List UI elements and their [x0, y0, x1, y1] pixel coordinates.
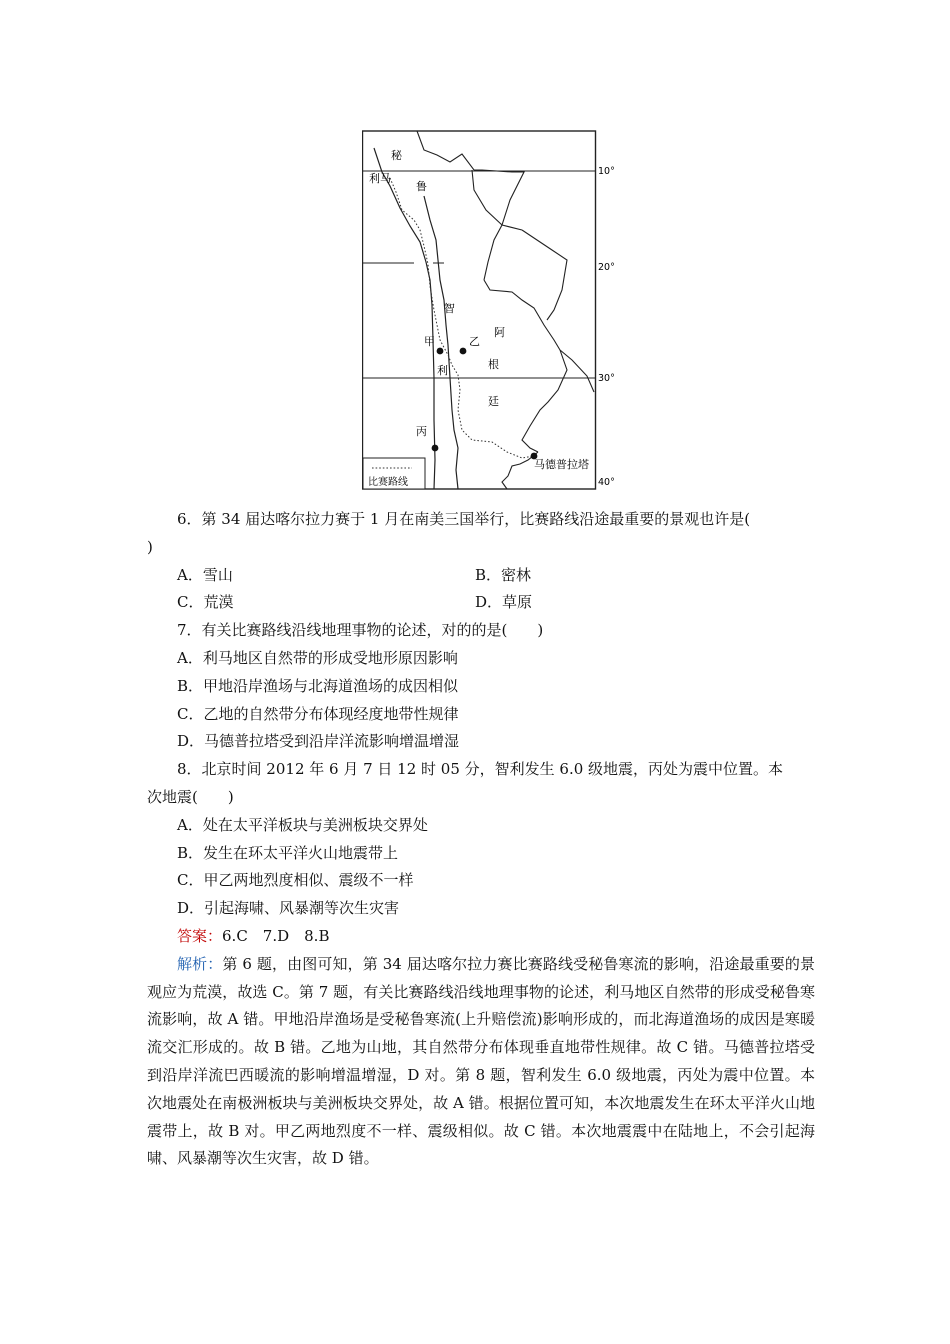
q7-option-a: A．利马地区自然带的形成受地形原因影响	[177, 648, 458, 667]
label-chile-1: 智	[444, 302, 455, 315]
label-arg-1: 阿	[494, 326, 505, 339]
route-map	[362, 130, 624, 492]
race-route	[390, 178, 534, 458]
q8-option-b: B．发生在环太平洋火山地震带上	[177, 843, 399, 862]
analysis-text: 第 6 题，由图可知，第 34 届达喀尔拉力赛比赛路线受秘鲁寒流的影响，沿途最重要的景观应为荒漠，故选 C。第 7 题，有关比赛路线沿线地理事物的论述，利马地区自然带的形成受秘鲁寒流影响，故 A 错。甲地沿岸渔场是受秘鲁寒流(上升赔偿流)影响形成的，而北海道渔场的成因是寒暖流交汇形成的。故 B 错。乙地为山地，其自然带分布体现垂直地带性规律。故 C 错。马德普拉塔受到沿岸洋流巴西暖流的影响增温增湿，D 对。第 8 题，智利发生 6.0 级地震，丙处为震中位置。本次地震处在南极洲板块与美洲板块交界处，故 A 错。根据位置可知，本次地震发生在环太平洋火山地震带上，故 B 对。甲乙两地烈度不一样、震级相似。故 C 错。本次地震震中在陆地上，不会引起海啸、风暴潮等次生灾害，故 D 错。	[147, 954, 815, 1168]
city-yi-dot	[460, 348, 467, 355]
q6-options-row1	[147, 562, 815, 590]
label-mar-del-plata: 马德普拉塔	[534, 458, 589, 471]
analysis-label: 解析：	[177, 954, 223, 973]
answer-label: 答案：	[177, 926, 223, 945]
peru-border	[417, 131, 524, 280]
q6-options-row2	[147, 589, 815, 617]
q8-stem-line1: 8．北京时间 2012 年 6 月 7 日 12 时 05 分，智利发生 6.0 级地震，丙处为震中位置。本	[177, 760, 784, 779]
label-lima: 利马	[369, 172, 391, 185]
atlantic-coast	[522, 350, 567, 452]
label-yi: 乙	[469, 335, 480, 348]
label-peru-2: 鲁	[416, 180, 427, 193]
answer-line	[147, 923, 815, 951]
label-peru-1: 秘	[391, 149, 402, 162]
lat-label-20: 20°	[598, 262, 615, 273]
q8-option-d: D．引起海啸、风暴潮等次生灾害	[177, 899, 400, 918]
label-bing: 丙	[416, 425, 427, 438]
q7-stem: 7．有关比赛路线沿线地理事物的论述，对的的是( )	[177, 621, 544, 640]
q6-option-d: D．草原	[475, 593, 533, 612]
city-jia-dot	[437, 348, 444, 355]
q6-option-a: A．雪山	[177, 565, 233, 584]
lat-label-40: 40°	[598, 477, 615, 488]
q7-option-d: D．马德普拉塔受到沿岸洋流影响增温增湿	[177, 732, 460, 751]
map-svg	[362, 130, 624, 492]
label-jia: 甲	[424, 335, 435, 348]
question-text	[147, 506, 815, 1173]
q8-option-c: C．甲乙两地烈度相似、震级不一样	[177, 871, 414, 890]
legend-label: 比赛路线	[368, 477, 408, 488]
q7-option-c: C．乙地的自然带分布体现经度地带性规律	[177, 704, 459, 723]
label-arg-2: 根	[488, 358, 499, 371]
analysis-paragraph	[147, 951, 815, 1173]
lat-label-30: 30°	[598, 373, 615, 384]
argentina-north-border	[484, 280, 560, 350]
q8-option-a: A．处在太平洋板块与美洲板块交界处	[177, 815, 428, 834]
q6-option-c: C．荒漠	[177, 593, 234, 612]
map-frame	[363, 131, 596, 489]
label-arg-3: 廷	[488, 395, 499, 408]
lat-label-10: 10°	[598, 166, 615, 177]
q8-stem-line2: 次地震( )	[147, 787, 234, 806]
q6-option-b: B．密林	[475, 565, 532, 584]
city-bing-dot	[432, 445, 439, 452]
q6-stem-line2: )	[147, 537, 153, 556]
q6-stem-line1: 6．第 34 届达喀尔拉力赛于 1 月在南美三国举行，比赛路线沿途最重要的景观也许是(	[177, 510, 751, 528]
answer-text: 6.C 7.D 8.B	[222, 926, 330, 945]
label-chile-2: 利	[437, 364, 448, 377]
q7-option-b: B．甲地沿岸渔场与北海道渔场的成因相似	[177, 676, 459, 695]
